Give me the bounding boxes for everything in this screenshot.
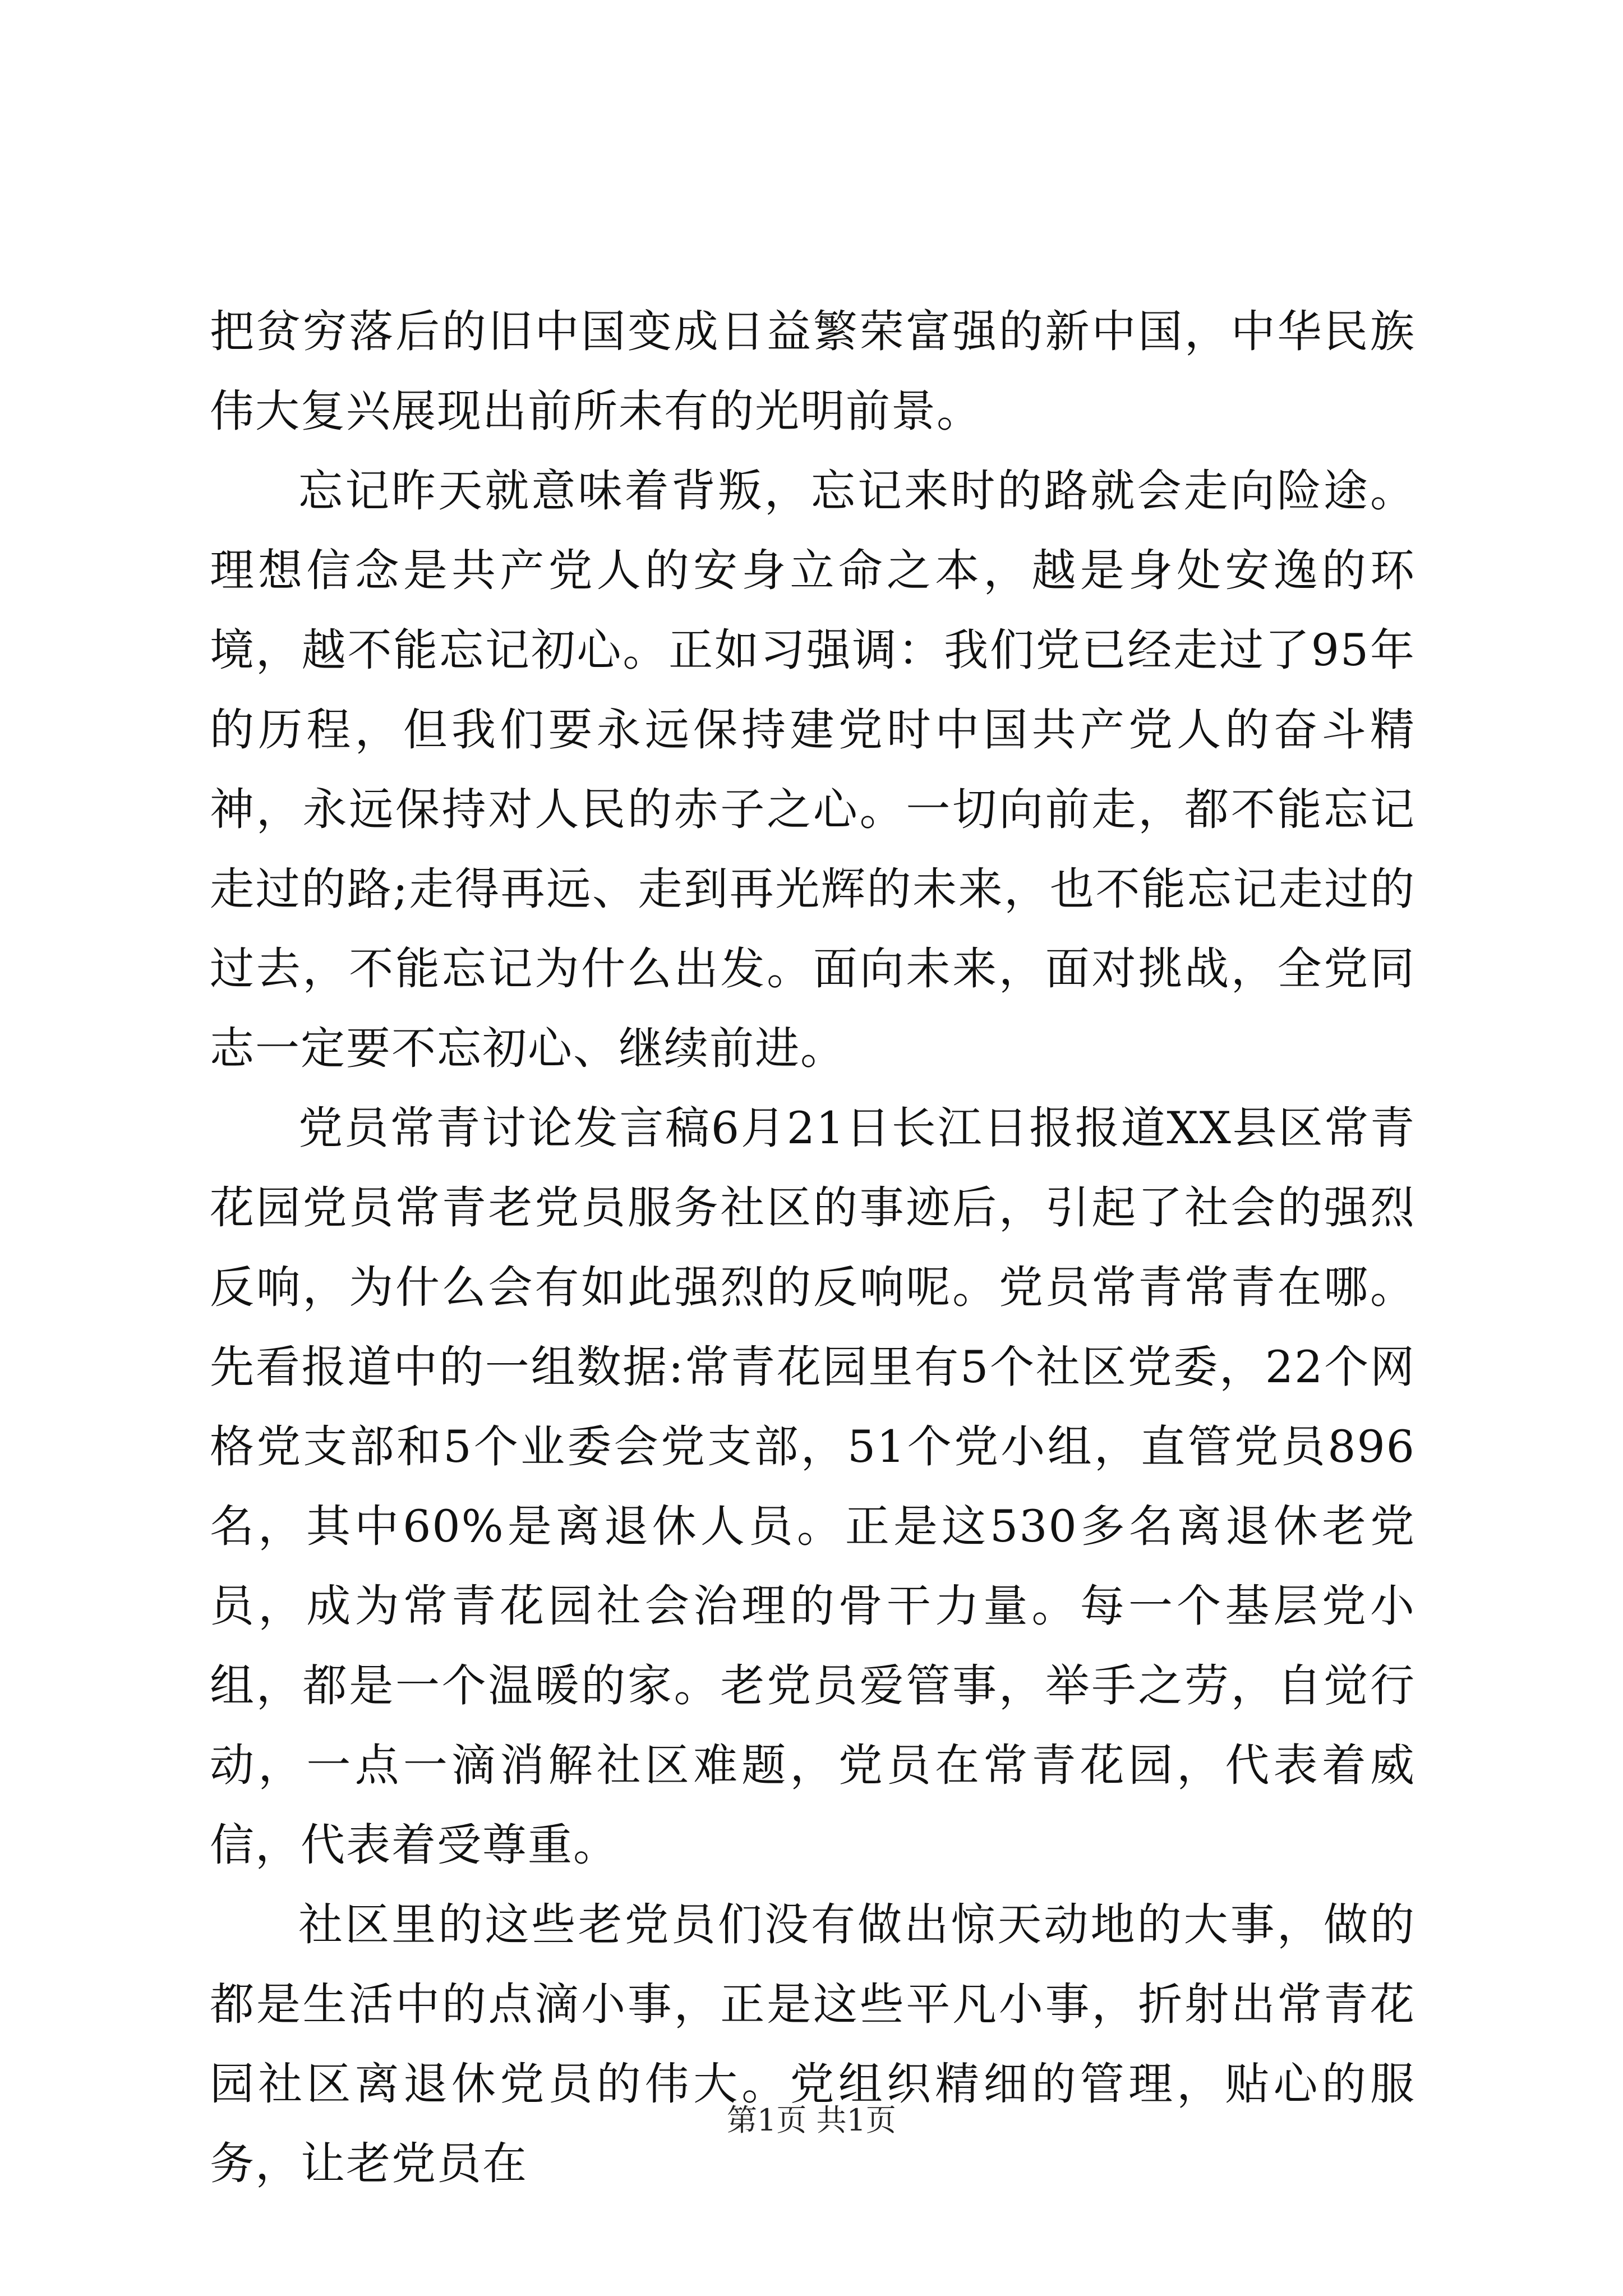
paragraph-continuation: 把贫穷落后的旧中国变成日益繁荣富强的新中国，中华民族伟大复兴展现出前所未有的光明前景。 xyxy=(210,306,1415,437)
paragraph: 党员常青讨论发言稿6月21日长江日报报道XX县区常青花园党员常青老党员服务社区的事迹后，引起了社会的强烈反响，为什么会有如此强烈的反响呢。党员常青常青在哪。先看报道中的一组数据:常青花园里有5个社区党委，22个网格党支部和5个业委会党支部，51个党小组，直管党员896名，其中60%是离退休人员。正是这530多名离退休老党员，成为常青花园社会治理的骨干力量。每一个基层党小组，都是一个温暖的家。老党员爱管事，举手之劳，自觉行动，一点一滴消解社区难题，党员在常青花园，代表着威信，代表着受尊重。 xyxy=(210,1102,1415,1871)
page-footer: 第1页 共1页 xyxy=(727,2102,896,2138)
paragraph: 忘记昨天就意味着背叛，忘记来时的路就会走向险途。理想信念是共产党人的安身立命之本，越是身处安逸的环境，越不能忘记初心。正如习强调：我们党已经走过了95年的历程，但我们要永远保持建党时中国共产党人的奋斗精神，永远保持对人民的赤子之心。一切向前走，都不能忘记走过的路;走得再远、走到再光辉的未来，也不能忘记走过的过去，不能忘记为什么出发。面向未来，面对挑战，全党同志一定要不忘初心、继续前进。 xyxy=(210,465,1415,1074)
paragraph: 社区里的这些老党员们没有做出惊天动地的大事，做的都是生活中的点滴小事，正是这些平凡小事，折射出常青花园社区离退休党员的伟大。党组织精细的管理，贴心的服务，让老党员在 xyxy=(210,1899,1415,2189)
document-body xyxy=(210,292,1415,2203)
